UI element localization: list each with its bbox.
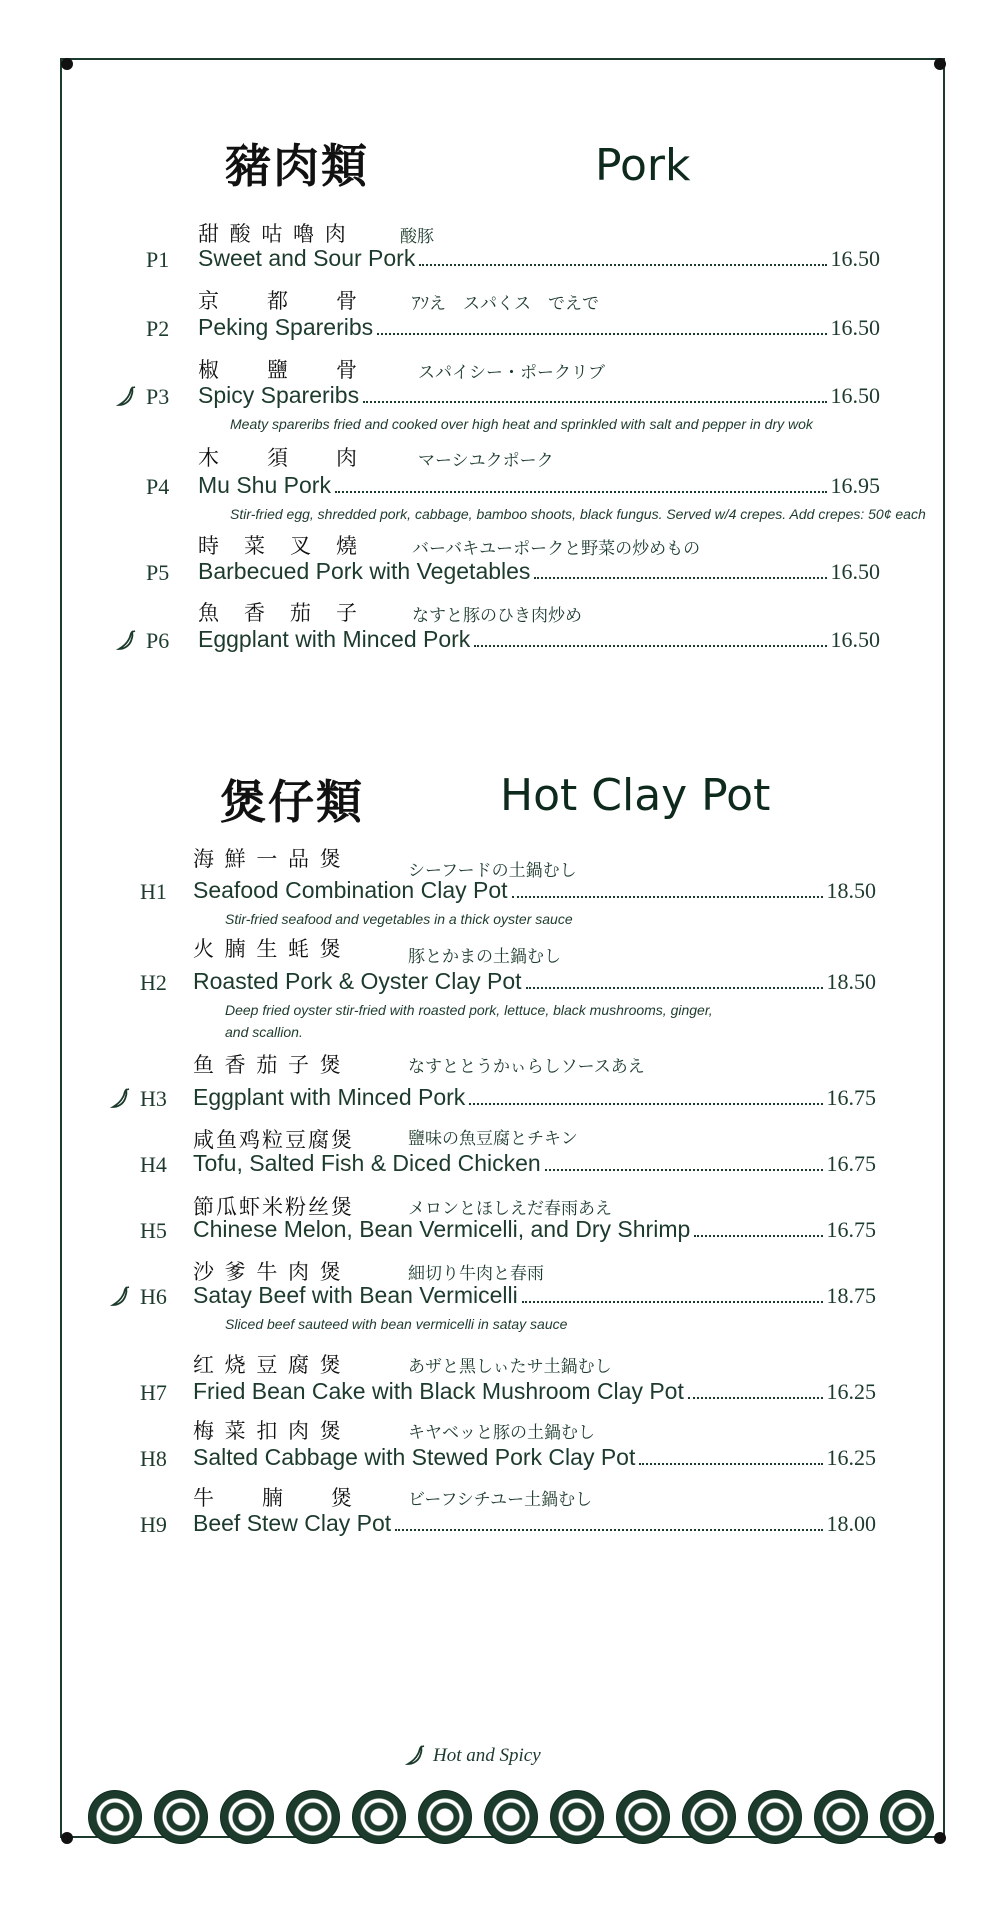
dotted-leader [395, 1528, 822, 1531]
item-zh-name: 牛 腩 煲 [193, 1486, 354, 1510]
item-price: 16.75 [826, 1217, 876, 1242]
item-name-row [193, 1216, 876, 1246]
item-code: P5 [146, 560, 170, 585]
item-zh-name: 京 都 骨 [198, 289, 359, 313]
item-price: 16.50 [830, 627, 880, 652]
item-price: 18.50 [826, 878, 876, 903]
item-code: H3 [140, 1086, 167, 1111]
corner-dot-tl [61, 58, 73, 70]
dotted-leader [419, 263, 826, 266]
item-description: Stir-fried seafood and vegetables in a thick oyster sauce [225, 911, 573, 927]
dotted-leader [522, 1300, 823, 1303]
item-en-name: Peking Spareribs [198, 314, 374, 340]
item-jp-name: ｱｿえ スパくス でえで [412, 294, 599, 314]
item-en-name: Satay Beef with Bean Vermicelli [193, 1282, 518, 1308]
dragon-medallion [550, 1790, 604, 1844]
item-price: 16.50 [830, 559, 880, 584]
item-code: H6 [140, 1284, 167, 1309]
dotted-leader [335, 490, 827, 493]
item-jp-name: なすととうかぃらしソースあえ [408, 1057, 645, 1077]
item-name-row [198, 382, 880, 412]
item-name-row [198, 314, 880, 344]
dragon-medallion [88, 1790, 142, 1844]
item-description-cont: and scallion. [225, 1024, 303, 1040]
item-code: P2 [146, 316, 170, 341]
dragon-medallion [484, 1790, 538, 1844]
item-jp-name: スパイシー・ポークリブ [418, 363, 605, 383]
item-name-row [198, 558, 880, 588]
item-code: H9 [140, 1512, 167, 1537]
item-jp-name: マーシユクポーク [418, 451, 554, 471]
item-jp-name: あザと黑しぃたサ土鍋むし [408, 1357, 612, 1377]
item-code: P3 [146, 384, 170, 409]
item-price: 16.75 [826, 1151, 876, 1176]
item-name-row [193, 1084, 876, 1114]
item-name-row [198, 472, 880, 502]
item-jp-name: 細切り牛肉と春雨 [408, 1264, 544, 1284]
item-en-name: Mu Shu Pork [198, 472, 331, 498]
dragon-medallion [352, 1790, 406, 1844]
item-code: H5 [140, 1218, 167, 1243]
item-jp-name: 豚とかまの土鍋むし [408, 947, 561, 967]
item-price: 16.50 [830, 246, 880, 271]
item-en-name: Spicy Spareribs [198, 382, 360, 408]
item-en-name: Fried Bean Cake with Black Mushroom Clay Pot [193, 1378, 684, 1404]
item-zh-name: 海 鮮 一 品 煲 [193, 847, 343, 871]
dotted-leader [534, 576, 826, 579]
dragon-medallion [154, 1790, 208, 1844]
item-code: H2 [140, 970, 167, 995]
dotted-leader [545, 1168, 823, 1171]
dragon-medallion [748, 1790, 802, 1844]
dotted-leader [474, 644, 826, 647]
item-price: 16.75 [826, 1085, 876, 1110]
item-name-row [193, 1444, 876, 1474]
pork-zh-title: 豬肉類 [225, 139, 369, 193]
claypot-zh-title: 煲仔類 [220, 775, 364, 829]
item-code: H7 [140, 1380, 167, 1405]
spicy-legend [405, 1745, 541, 1767]
item-en-name: Seafood Combination Clay Pot [193, 877, 508, 903]
item-description: Sliced beef sauteed with bean vermicelli in satay sauce [225, 1316, 568, 1332]
dotted-leader [526, 986, 823, 989]
item-en-name: Eggplant with Minced Pork [198, 626, 471, 652]
item-code: P4 [146, 474, 170, 499]
item-zh-name: 红 烧 豆 腐 煲 [193, 1353, 343, 1377]
item-jp-name: メロンとほしえだ春雨あえ [408, 1199, 612, 1219]
dragon-medallion [418, 1790, 472, 1844]
item-price: 16.25 [826, 1445, 876, 1470]
item-en-name: Barbecued Pork with Vegetables [198, 558, 531, 584]
dotted-leader [512, 895, 823, 898]
dotted-leader [694, 1234, 822, 1237]
item-en-name: Chinese Melon, Bean Vermicelli, and Dry Shrimp [193, 1216, 691, 1242]
item-name-row [193, 877, 876, 907]
item-name-row [193, 1150, 876, 1180]
item-jp-name: なすと豚のひき肉炒め [412, 606, 582, 626]
dotted-leader [363, 400, 826, 403]
item-en-name: Salted Cabbage with Stewed Pork Clay Pot [193, 1444, 636, 1470]
item-en-name: Roasted Pork & Oyster Clay Pot [193, 968, 522, 994]
item-jp-name: 鹽味の魚豆腐とチキン [408, 1129, 578, 1149]
dotted-leader [688, 1396, 823, 1399]
item-name-row [193, 1510, 876, 1540]
item-description: Stir-fried egg, shredded pork, cabbage, bamboo shoots, black fungus. Served w/4 crepes. Add crepes: 50¢ each [230, 506, 926, 522]
decorative-dragon-border [60, 1788, 945, 1844]
item-description: Deep fried oyster stir-fried with roasted pork, lettuce, black mushrooms, ginger, [225, 1002, 713, 1018]
item-name-row [198, 245, 880, 275]
dotted-leader [377, 332, 826, 335]
item-code: H8 [140, 1446, 167, 1471]
item-price: 16.95 [830, 473, 880, 498]
item-name-row [193, 968, 876, 998]
item-code: P1 [146, 247, 170, 272]
item-jp-name: ビーフシチユー土鍋むし [408, 1490, 593, 1510]
claypot-en-title: Hot Clay Pot [500, 770, 771, 821]
dragon-medallion [220, 1790, 274, 1844]
item-name-row [193, 1282, 876, 1312]
item-en-name: Sweet and Sour Pork [198, 245, 416, 271]
corner-dot-tr [934, 58, 946, 70]
item-jp-name: シーフードの土鍋むし [408, 861, 577, 881]
item-en-name: Tofu, Salted Fish & Diced Chicken [193, 1150, 541, 1176]
dragon-medallion [682, 1790, 736, 1844]
item-price: 16.50 [830, 315, 880, 340]
item-jp-name: バーバキユーポークと野菜の炒めもの [412, 539, 701, 559]
item-en-name: Eggplant with Minced Pork [193, 1084, 466, 1110]
chili-icon [405, 1745, 427, 1767]
item-price: 16.50 [830, 383, 880, 408]
chili-icon [116, 630, 138, 652]
item-zh-name: 時 菜 叉 燒 [198, 534, 359, 558]
dotted-leader [639, 1462, 822, 1465]
dotted-leader [469, 1102, 822, 1105]
item-zh-name: 甜 酸 咕 嚕 肉 [198, 222, 348, 246]
item-zh-name: 咸鱼鸡粒豆腐煲 [193, 1128, 354, 1152]
item-zh-name: 椒 鹽 骨 [198, 358, 359, 382]
item-zh-name: 鱼 香 茄 子 煲 [193, 1053, 343, 1077]
item-zh-name: 節瓜虾米粉丝煲 [193, 1195, 354, 1219]
item-price: 18.00 [826, 1511, 876, 1536]
chili-icon [116, 386, 138, 408]
dragon-medallion [286, 1790, 340, 1844]
item-en-name: Beef Stew Clay Pot [193, 1510, 392, 1536]
item-jp-name: 酸豚 [400, 227, 434, 247]
item-name-row [193, 1378, 876, 1408]
item-zh-name: 火 腩 生 蚝 煲 [193, 937, 343, 961]
item-price: 18.75 [826, 1283, 876, 1308]
item-description: Meaty spareribs fried and cooked over high heat and sprinkled with salt and pepper in dry wok [230, 416, 813, 432]
item-zh-name: 梅 菜 扣 肉 煲 [193, 1419, 343, 1443]
spicy-legend-label: Hot and Spicy [433, 1745, 541, 1766]
item-zh-name: 魚 香 茄 子 [198, 601, 359, 625]
item-price: 18.50 [826, 969, 876, 994]
chili-icon [110, 1088, 132, 1110]
item-zh-name: 沙 爹 牛 肉 煲 [193, 1260, 343, 1284]
dragon-medallion [880, 1790, 934, 1844]
dragon-medallion [814, 1790, 868, 1844]
dragon-medallion [616, 1790, 670, 1844]
item-code: H4 [140, 1152, 167, 1177]
pork-en-title: Pork [595, 140, 691, 191]
item-price: 16.25 [826, 1379, 876, 1404]
item-zh-name: 木 須 肉 [198, 446, 359, 470]
item-code: H1 [140, 879, 167, 904]
chili-icon [110, 1286, 132, 1308]
item-code: P6 [146, 628, 170, 653]
item-name-row [198, 626, 880, 656]
item-jp-name: キヤベッと豚の土鍋むし [408, 1423, 595, 1443]
